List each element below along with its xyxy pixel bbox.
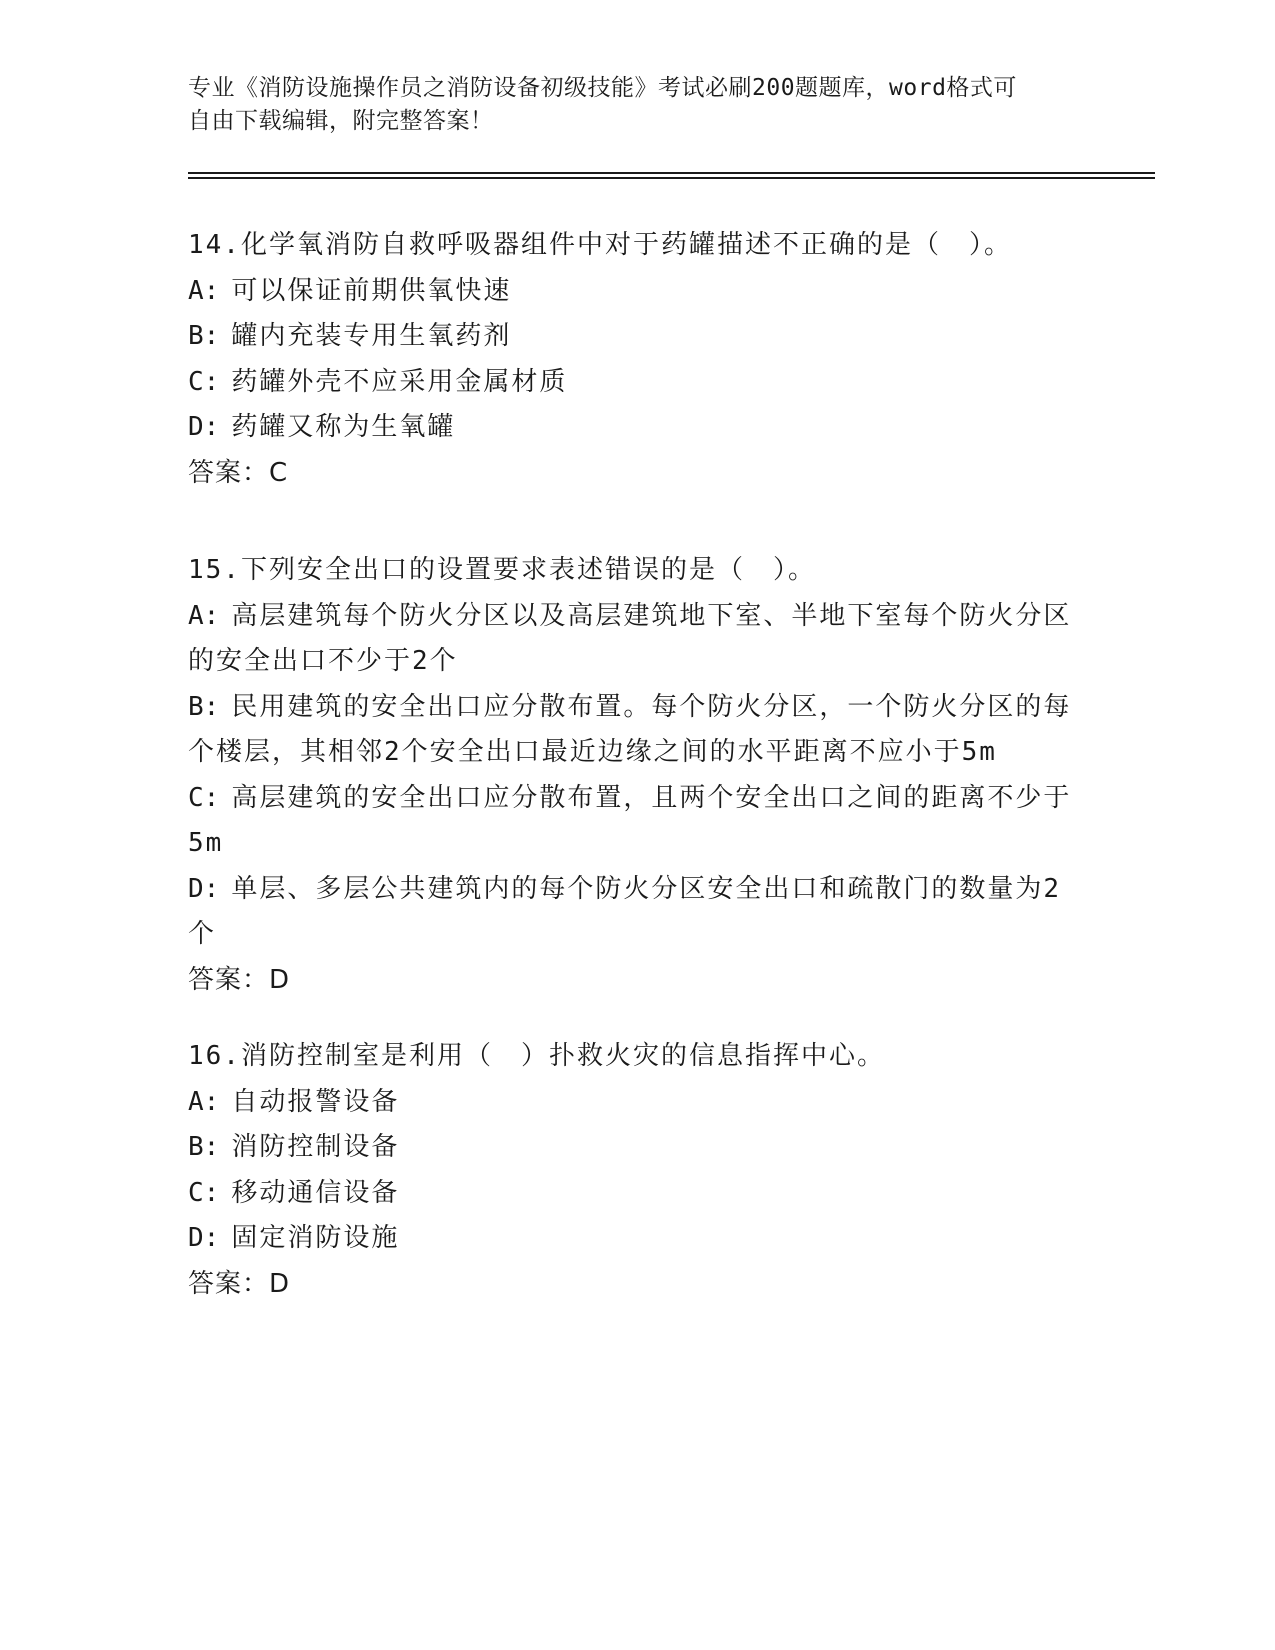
option-a bbox=[188, 269, 1078, 315]
option-letter: C: bbox=[188, 1177, 220, 1208]
option-d bbox=[188, 405, 1078, 451]
option-text: 高层建筑每个防火分区以及高层建筑地下室、半地下室每个防火分区的安全出口不少于2个 bbox=[188, 600, 1072, 676]
option-letter: B: bbox=[188, 321, 220, 351]
option-a bbox=[188, 594, 1078, 685]
answer-line: 答案：D bbox=[188, 1268, 291, 1299]
question-stem: 16.消防控制室是利用（ ）扑救火灾的信息指挥中心。 bbox=[188, 1041, 885, 1071]
header-line-2: 自由下载编辑，附完整答案！ bbox=[188, 108, 494, 134]
option-letter: C: bbox=[188, 366, 220, 397]
header-rule-top bbox=[188, 172, 1155, 174]
answer-line: 答案：D bbox=[188, 964, 291, 995]
header-line-1: 专业《消防设施操作员之消防设备初级技能》考试必刷200题题库，word格式可 bbox=[188, 75, 1017, 101]
option-text: 单层、多层公共建筑内的每个防火分区安全出口和疏散门的数量为2个 bbox=[188, 873, 1061, 949]
question-stem: 14.化学氧消防自救呼吸器组件中对于药罐描述不正确的是（ ）。 bbox=[188, 230, 1012, 260]
option-text: 消防控制设备 bbox=[231, 1132, 400, 1162]
option-letter: A: bbox=[188, 600, 220, 631]
document-header bbox=[188, 72, 1068, 138]
option-text: 移动通信设备 bbox=[231, 1177, 400, 1208]
option-text: 罐内充装专用生氧药剂 bbox=[231, 321, 512, 351]
option-b bbox=[188, 685, 1078, 776]
option-d bbox=[188, 1216, 1078, 1262]
option-letter: B: bbox=[188, 691, 220, 722]
option-c bbox=[188, 360, 1078, 406]
option-text: 药罐又称为生氧罐 bbox=[231, 412, 456, 442]
answer-line: 答案：C bbox=[188, 457, 289, 488]
option-b bbox=[188, 314, 1078, 360]
option-c bbox=[188, 776, 1078, 867]
option-text: 药罐外壳不应采用金属材质 bbox=[231, 366, 568, 397]
option-text: 高层建筑的安全出口应分散布置，且两个安全出口之间的距离不少于5m bbox=[188, 782, 1072, 858]
header-rule-bottom bbox=[188, 177, 1155, 179]
option-text: 民用建筑的安全出口应分散布置。每个防火分区，一个防火分区的每个楼层，其相邻2个安全出口最近边缘之间的水平距离不应小于5m bbox=[188, 691, 1072, 767]
option-letter: A: bbox=[188, 1086, 220, 1117]
option-d bbox=[188, 867, 1078, 958]
option-letter: B: bbox=[188, 1132, 220, 1162]
option-text: 固定消防设施 bbox=[231, 1223, 400, 1253]
option-letter: D: bbox=[188, 1223, 220, 1253]
option-c bbox=[188, 1171, 1078, 1217]
question-block bbox=[188, 1034, 1078, 1307]
option-text: 自动报警设备 bbox=[231, 1086, 400, 1117]
option-letter: D: bbox=[188, 412, 220, 442]
option-a bbox=[188, 1080, 1078, 1126]
question-block bbox=[188, 548, 1078, 1003]
option-letter: D: bbox=[188, 873, 220, 904]
option-letter: C: bbox=[188, 782, 220, 813]
question-stem: 15.下列安全出口的设置要求表述错误的是（ ）。 bbox=[188, 555, 816, 585]
option-text: 可以保证前期供氧快速 bbox=[231, 275, 512, 306]
option-letter: A: bbox=[188, 275, 220, 306]
question-block bbox=[188, 223, 1078, 496]
option-b bbox=[188, 1125, 1078, 1171]
